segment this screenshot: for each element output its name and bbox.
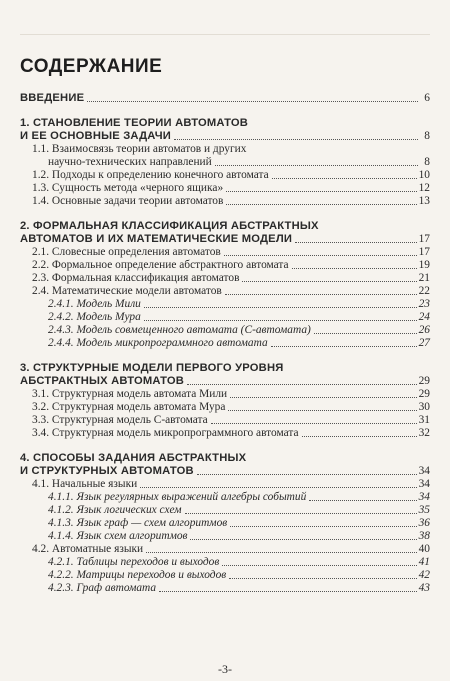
toc-entry-title: И СТРУКТУРНЫХ АВТОМАТОВ [20, 465, 194, 477]
dot-leader [87, 101, 418, 102]
toc-entry-page: 23 [418, 298, 430, 310]
toc-entry-page: 40 [418, 543, 430, 555]
dot-leader [224, 255, 417, 256]
toc-entry[interactable] [20, 388, 430, 401]
toc-entry-page: 13 [418, 195, 430, 207]
toc-entry[interactable] [20, 517, 430, 530]
toc-entry[interactable] [20, 169, 430, 182]
dot-leader [229, 578, 416, 579]
toc-entry-page: 32 [418, 427, 430, 439]
toc-entry-page: 26 [418, 324, 430, 336]
toc-entry-title: АБСТРАКТНЫХ АВТОМАТОВ [20, 375, 185, 387]
toc-entry[interactable] [20, 362, 430, 375]
toc-entry-title: 2.4.1. Модель Мили [48, 298, 141, 310]
dot-leader [271, 346, 417, 347]
toc-entry[interactable] [20, 504, 430, 517]
toc-entry-title: 1.1. Взаимосвязь теории автоматов и других [32, 143, 247, 155]
section-gap [20, 105, 430, 117]
dot-leader [144, 307, 417, 308]
dot-leader [226, 191, 416, 192]
toc-entry-title: 3.2. Структурная модель автомата Мура [32, 401, 226, 413]
toc-entry-title: 4.1.3. Язык граф — схем алгоритмов [48, 517, 228, 529]
toc-entry-title: АВТОМАТОВ И ИХ МАТЕМАТИЧЕСКИЕ МОДЕЛИ [20, 233, 293, 245]
toc-entry-title: 2.2. Формальное определение абстрактного автомата [32, 259, 289, 271]
toc-entry-page: 8 [424, 156, 430, 168]
toc-entry-page: 17 [418, 233, 430, 245]
toc-entry-title: 1.2. Подходы к определению конечного автомата [32, 169, 269, 181]
toc-entry[interactable] [20, 478, 430, 491]
section-gap [20, 208, 430, 220]
toc-entry-page: 19 [418, 259, 430, 271]
toc-entry-page: 34 [418, 465, 430, 477]
toc-entry-title: 2.4.2. Модель Мура [48, 311, 141, 323]
toc-entry[interactable] [20, 220, 430, 233]
page-number: -3- [218, 662, 232, 676]
toc-entry[interactable] [20, 452, 430, 465]
toc-entry-page: 35 [418, 504, 430, 516]
dot-leader [226, 204, 416, 205]
toc-entry[interactable] [20, 401, 430, 414]
toc-entry[interactable] [20, 337, 430, 350]
toc-entry-title: 4.1.1. Язык регулярных выражений алгебры событий [48, 491, 307, 503]
dot-leader [302, 436, 417, 437]
dot-leader [187, 384, 417, 385]
toc-entry-title: 1.4. Основные задачи теории автоматов [32, 195, 224, 207]
toc-entry[interactable] [20, 569, 430, 582]
toc-entry[interactable] [20, 543, 430, 556]
toc-entry[interactable] [20, 427, 430, 440]
toc-entry-title: 2. ФОРМАЛЬНАЯ КЛАССИФИКАЦИЯ АБСТРАКТНЫХ [20, 220, 319, 232]
toc-entry-page: 30 [418, 401, 430, 413]
toc-entry-title: 2.3. Формальная классификация автоматов [32, 272, 240, 284]
toc-entry-title: 4.2.2. Матрицы переходов и выходов [48, 569, 227, 581]
toc-entry-page: 10 [418, 169, 430, 181]
toc-entry-title: 4.2.1. Таблицы переходов и выходов [48, 556, 220, 568]
dot-leader [190, 539, 416, 540]
toc-entry[interactable] [20, 414, 430, 427]
dot-leader [185, 513, 417, 514]
toc-title: СОДЕРЖАНИЕ [20, 56, 163, 77]
toc-entry-page: 34 [418, 491, 430, 503]
toc-entry-title: 4.1.2. Язык логических схем [48, 504, 182, 516]
toc-entry-page: 24 [418, 311, 430, 323]
section-gap [20, 350, 430, 362]
toc-entry[interactable] [20, 117, 430, 130]
toc-entry-page: 41 [418, 556, 430, 568]
toc-entry-title: ВВЕДЕНИЕ [20, 92, 85, 104]
toc-entry[interactable] [20, 556, 430, 569]
dot-leader [146, 552, 417, 553]
toc-entry[interactable] [20, 233, 430, 246]
section-gap [20, 440, 430, 452]
toc-entry[interactable] [20, 182, 430, 195]
dot-leader [309, 500, 416, 501]
toc-entry-title: 3. СТРУКТУРНЫЕ МОДЕЛИ ПЕРВОГО УРОВНЯ [20, 362, 284, 374]
toc-entry-page: 8 [424, 130, 430, 142]
toc-entry-page: 29 [418, 388, 430, 400]
toc-entry[interactable] [20, 92, 430, 105]
toc-entry-page: 31 [418, 414, 430, 426]
page-edge-line [20, 34, 430, 35]
toc-entry[interactable] [20, 246, 430, 259]
toc-entry[interactable] [20, 375, 430, 388]
dot-leader [242, 281, 416, 282]
toc-entry[interactable] [20, 582, 430, 595]
dot-leader [144, 320, 417, 321]
toc-entry[interactable] [20, 465, 430, 478]
toc-entry-page: 43 [418, 582, 430, 594]
toc-entry[interactable] [20, 259, 430, 272]
toc-entry-title: 3.3. Структурная модель С-автомата [32, 414, 208, 426]
dot-leader [197, 474, 417, 475]
dot-leader [211, 423, 417, 424]
dot-leader [159, 591, 416, 592]
toc-entry-title: научно-технических направлений [48, 156, 212, 168]
toc-entry-title: 3.1. Структурная модель автомата Мили [32, 388, 228, 400]
toc-entry-page: 42 [418, 569, 430, 581]
toc-entry-page: 6 [424, 92, 430, 104]
dot-leader [314, 333, 417, 334]
dot-leader [230, 397, 417, 398]
toc-entry[interactable] [20, 311, 430, 324]
toc-entry-page: 36 [418, 517, 430, 529]
toc-entry-title: 3.4. Структурная модель микропрограммного автомата [32, 427, 299, 439]
toc-entry[interactable] [20, 491, 430, 504]
dot-leader [292, 268, 417, 269]
toc-entry-title: 1. СТАНОВЛЕНИЕ ТЕОРИИ АВТОМАТОВ [20, 117, 249, 129]
dot-leader [272, 178, 417, 179]
toc-entry-page: 22 [418, 285, 430, 297]
toc-entry-title: 4.1.4. Язык схем алгоритмов [48, 530, 188, 542]
toc-entry-page: 12 [418, 182, 430, 194]
toc-entry-title: 2.4.4. Модель микропрограммного автомата [48, 337, 268, 349]
toc-entry[interactable] [20, 298, 430, 311]
toc-entry-title: 4.2.3. Граф автомата [48, 582, 157, 594]
toc-entry-title: 4. СПОСОБЫ ЗАДАНИЯ АБСТРАКТНЫХ [20, 452, 247, 464]
toc-entry-title: 1.3. Сущность метода «черного ящика» [32, 182, 224, 194]
dot-leader [230, 526, 416, 527]
dot-leader [228, 410, 416, 411]
toc-entry-title: 4.1. Начальные языки [32, 478, 138, 490]
dot-leader [215, 165, 418, 166]
dot-leader [140, 487, 416, 488]
dot-leader [174, 139, 418, 140]
toc-entry[interactable] [20, 324, 430, 337]
dot-leader [225, 294, 417, 295]
toc-entry-page: 34 [418, 478, 430, 490]
dot-leader [222, 565, 416, 566]
toc-entry[interactable] [20, 130, 430, 143]
toc-entry-title: 2.4.3. Модель совмещенного автомата (С-автомата) [48, 324, 311, 336]
toc-entry-page: 27 [418, 337, 430, 349]
toc-list [20, 92, 430, 595]
toc-entry-title: 2.4. Математические модели автоматов [32, 285, 222, 297]
toc-entry-page: 29 [418, 375, 430, 387]
toc-entry-page: 21 [418, 272, 430, 284]
toc-entry[interactable] [20, 143, 430, 156]
toc-entry-title: 4.2. Автоматные языки [32, 543, 144, 555]
toc-entry-page: 17 [418, 246, 430, 258]
toc-entry-title: 2.1. Словесные определения автоматов [32, 246, 221, 258]
toc-entry[interactable] [20, 195, 430, 208]
toc-entry[interactable] [20, 285, 430, 298]
toc-entry[interactable] [20, 530, 430, 543]
toc-entry[interactable] [20, 156, 430, 169]
toc-entry-title: И ЕЕ ОСНОВНЫЕ ЗАДАЧИ [20, 130, 172, 142]
toc-entry-page: 38 [418, 530, 430, 542]
toc-entry[interactable] [20, 272, 430, 285]
dot-leader [295, 242, 416, 243]
